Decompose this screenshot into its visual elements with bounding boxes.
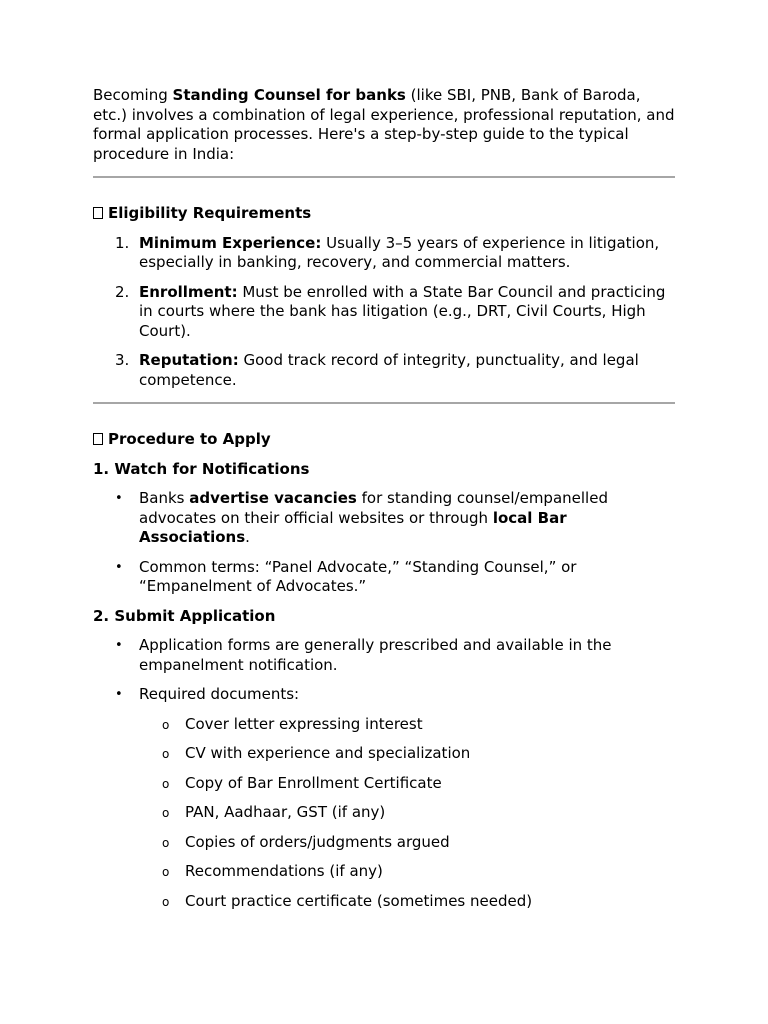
bullet-icon: • [115, 491, 123, 506]
list-item: o PAN, Aadhaar, GST (if any) [139, 803, 675, 823]
circle-bullet-icon: o [162, 717, 170, 732]
list-item: o Recommendations (if any) [139, 862, 675, 882]
list-item: • Banks advertise vacancies for standing counsel/empanelled advocates on their official websites or through local Bar Associations. [115, 489, 608, 546]
step2-heading: 2. Submit Application [93, 606, 276, 625]
list-item: o Copies of orders/judgments argued [139, 833, 675, 853]
circle-bullet-icon: o [162, 806, 170, 820]
circle-bullet-icon: o [162, 835, 170, 850]
list-item: • Application forms are generally prescribed and available in the empanelment notification. [115, 636, 612, 674]
list-item: • Common terms: “Panel Advocate,” “Standing Counsel,” or “Empanelment of Advocates.” [115, 557, 577, 595]
bullet-icon: • [115, 687, 123, 702]
divider [93, 402, 675, 404]
list-item: 3. Reputation: Good track record of integrity, punctuality, and legal competence. [115, 351, 639, 389]
list-item: o Court practice certificate (sometimes needed) [139, 892, 675, 912]
list-item: 2. Enrollment: Must be enrolled with a State Bar Council and practicing in courts where the bank has litigation (e.g., DRT, Civil Courts, High Court). [115, 282, 666, 340]
divider [93, 176, 675, 178]
missing-glyph-icon [93, 207, 103, 219]
bullet-icon: • [115, 638, 123, 653]
eligibility-list [93, 234, 675, 391]
missing-glyph-icon [93, 433, 103, 445]
document-body [93, 86, 675, 921]
bullet-icon: • [115, 559, 123, 575]
step1-heading: 1. Watch for Notifications [93, 459, 310, 478]
procedure-heading: Procedure to Apply [93, 430, 675, 450]
circle-bullet-icon: o [162, 865, 170, 879]
circle-bullet-icon: o [162, 894, 170, 909]
intro-bold: Standing Counsel for banks [172, 86, 406, 104]
documents-list [139, 715, 675, 912]
intro-prefix: Becoming [93, 86, 173, 104]
list-item: o Copy of Bar Enrollment Certificate [139, 774, 675, 794]
list-item: o Cover letter expressing interest [139, 715, 675, 735]
list-item: 1. Minimum Experience: Usually 3–5 years of experience in litigation, especially in banking, recovery, and commercial matters. [115, 233, 660, 271]
eligibility-heading: Eligibility Requirements [93, 204, 675, 224]
step1-list [93, 489, 675, 597]
step2-list [93, 636, 675, 911]
list-item: • Required documents: o Cover letter expressing interest o CV with experience and specialization o Copy of Bar Enrollment Certificate o PAN, Aadhaar, GST (if any) o Copies of orders/judgments argued o Recommendations (if any) o Court practice certificate (sometimes needed) [93, 685, 675, 911]
circle-bullet-icon: o [162, 747, 170, 761]
list-item: o CV with experience and specialization [139, 744, 675, 764]
intro-paragraph [93, 86, 675, 164]
intro-suffix: (like SBI, PNB, Bank of Baroda, etc.) involves a combination of legal experience, professional reputation, and formal application processes. Here's a step-by-step guide to the typical procedure in India: [93, 86, 675, 163]
circle-bullet-icon: o [162, 776, 170, 791]
